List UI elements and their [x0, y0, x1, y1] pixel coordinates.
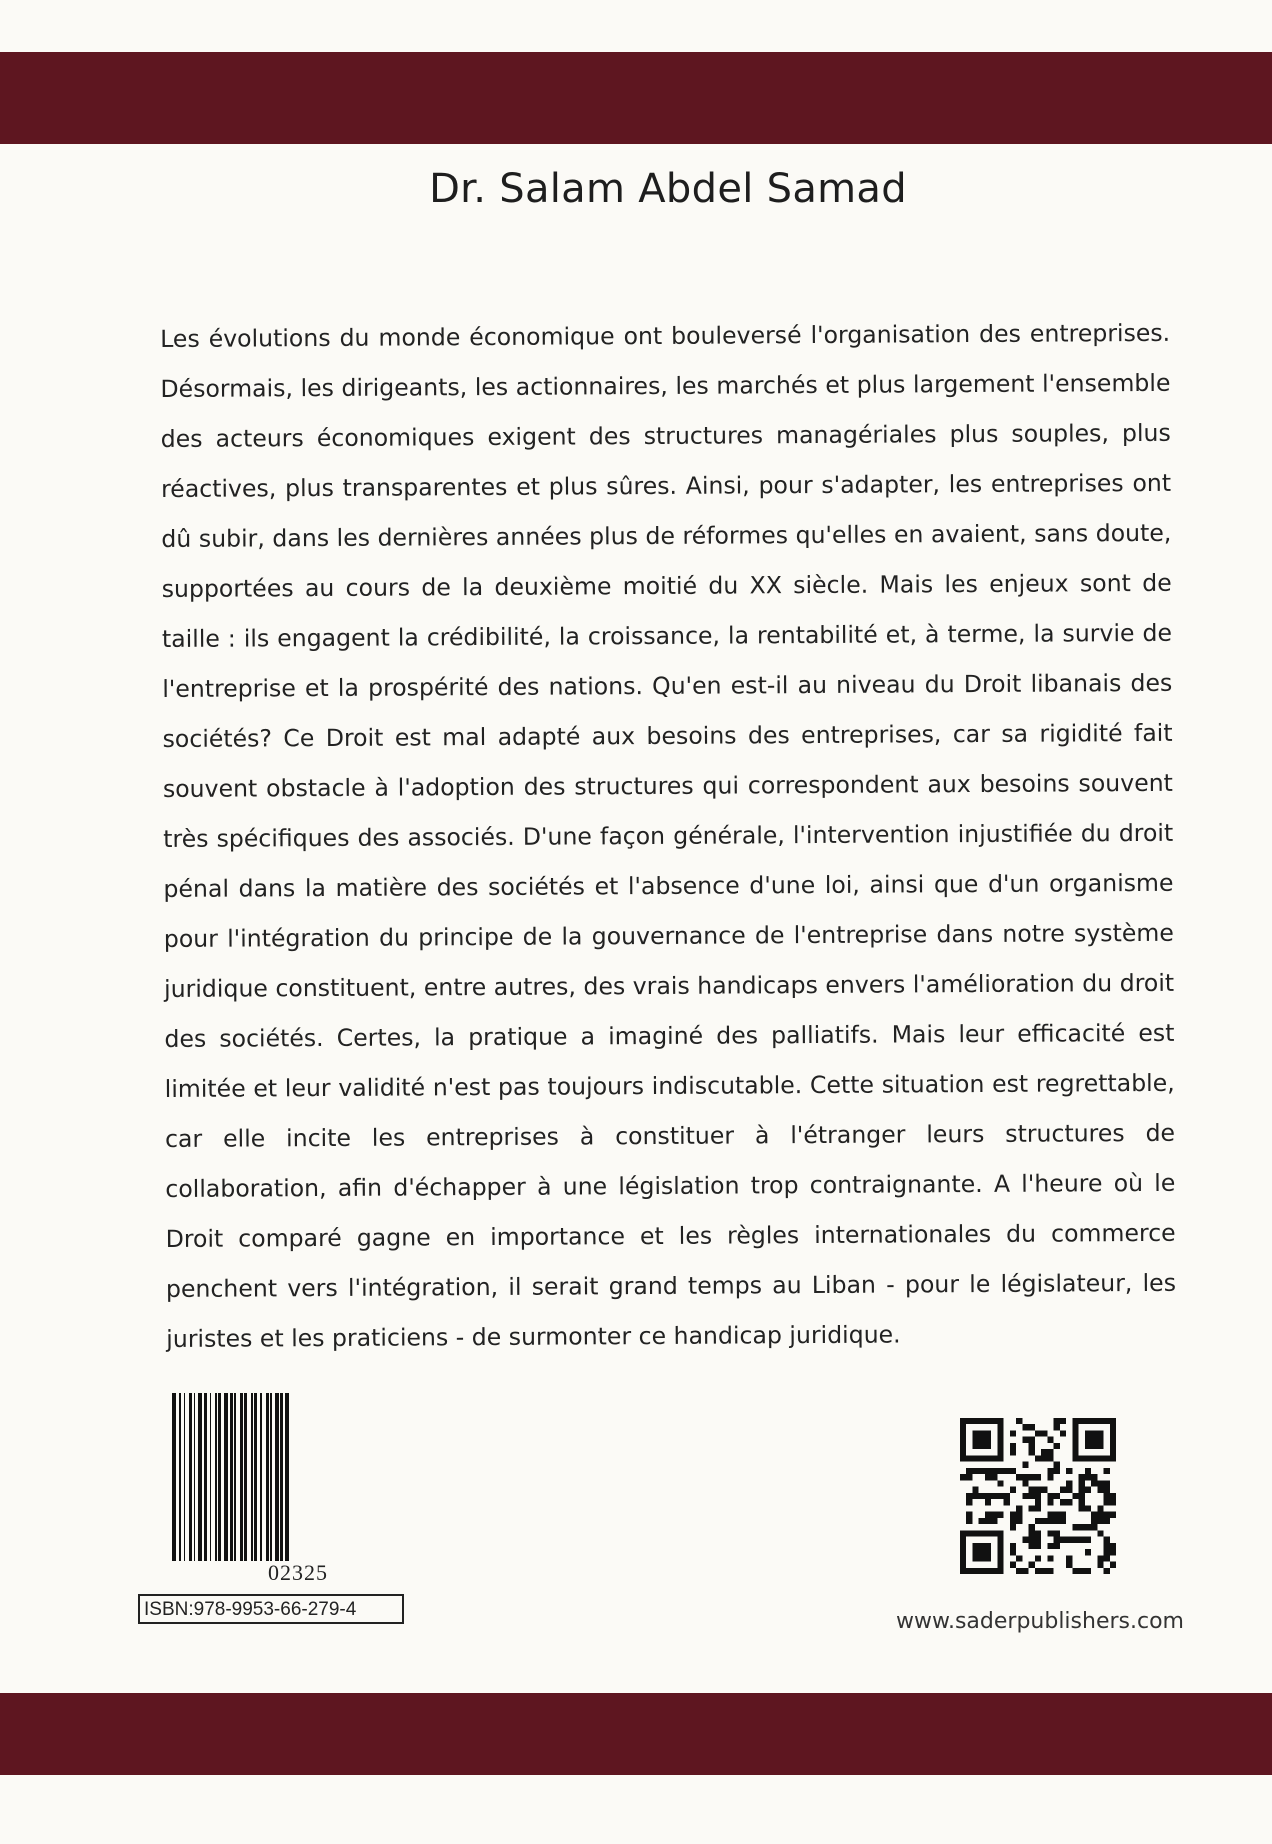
- qr-module: [1060, 1499, 1066, 1505]
- qr-module: [997, 1512, 1003, 1518]
- qr-module: [1029, 1487, 1035, 1493]
- qr-module: [1035, 1530, 1041, 1536]
- qr-module: [1029, 1443, 1035, 1449]
- qr-module: [1097, 1480, 1103, 1486]
- qr-module: [991, 1518, 997, 1524]
- qr-module: [1029, 1474, 1035, 1480]
- qr-module: [1091, 1518, 1097, 1524]
- barcode-digits: 02325: [268, 1560, 328, 1585]
- qr-module: [1022, 1537, 1028, 1543]
- qr-module: [1041, 1455, 1047, 1461]
- qr-module: [991, 1468, 997, 1474]
- qr-module: [1010, 1512, 1016, 1518]
- qr-module: [972, 1468, 978, 1474]
- qr-module: [1010, 1524, 1016, 1530]
- isbn-label: ISBN:978-9953-66-279-4: [138, 1594, 404, 1624]
- qr-module: [1054, 1468, 1060, 1474]
- qr-module: [966, 1518, 972, 1524]
- qr-module: [1079, 1568, 1085, 1574]
- qr-module: [1066, 1480, 1072, 1486]
- qr-module: [1054, 1424, 1060, 1430]
- qr-module: [1041, 1449, 1047, 1455]
- qr-module: [1104, 1499, 1110, 1505]
- qr-module: [1041, 1568, 1047, 1574]
- qr-module: [1029, 1437, 1035, 1443]
- qr-module: [985, 1468, 991, 1474]
- qr-module: [1047, 1493, 1053, 1499]
- qr-module: [1060, 1512, 1066, 1518]
- qr-module: [1060, 1487, 1066, 1493]
- qr-module: [972, 1543, 991, 1562]
- qr-module: [1097, 1530, 1103, 1536]
- qr-module: [1104, 1480, 1110, 1486]
- qr-module: [1029, 1543, 1035, 1549]
- qr-module: [1004, 1493, 1010, 1499]
- qr-module: [1054, 1543, 1060, 1549]
- qr-module: [1029, 1449, 1035, 1455]
- qr-module: [1035, 1568, 1041, 1574]
- qr-module: [1085, 1524, 1091, 1530]
- qr-module: [1035, 1474, 1041, 1480]
- qr-module: [1066, 1487, 1072, 1493]
- qr-module: [1004, 1468, 1010, 1474]
- qr-module: [1047, 1543, 1053, 1549]
- qr-module: [1104, 1487, 1110, 1493]
- publisher-website: www.saderpublishers.com: [896, 1609, 1184, 1634]
- qr-module: [1010, 1562, 1016, 1568]
- qr-module: [960, 1474, 966, 1480]
- qr-module: [1079, 1493, 1085, 1499]
- qr-module: [1085, 1430, 1104, 1449]
- qr-module: [985, 1474, 991, 1480]
- qr-module: [1047, 1499, 1053, 1505]
- qr-module: [1054, 1518, 1060, 1524]
- qr-module: [1110, 1499, 1116, 1505]
- qr-module: [966, 1499, 972, 1505]
- qr-module: [1047, 1474, 1053, 1480]
- qr-module: [1047, 1555, 1053, 1561]
- qr-module: [1085, 1568, 1091, 1574]
- qr-module: [1029, 1537, 1035, 1543]
- qr-module: [1016, 1568, 1022, 1574]
- barcode: [172, 1393, 372, 1561]
- qr-module: [1097, 1562, 1103, 1568]
- qr-module: [1091, 1480, 1097, 1486]
- qr-module: [1054, 1462, 1060, 1468]
- qr-module: [1035, 1537, 1041, 1543]
- qr-module: [1047, 1568, 1053, 1574]
- qr-module: [1054, 1418, 1060, 1424]
- qr-module: [1079, 1480, 1085, 1486]
- qr-module: [1029, 1493, 1035, 1499]
- qr-module: [997, 1468, 1003, 1474]
- qr-module: [1104, 1468, 1110, 1474]
- qr-module: [1079, 1505, 1085, 1511]
- qr-module: [1010, 1430, 1016, 1436]
- qr-module: [1035, 1518, 1041, 1524]
- qr-module: [1010, 1543, 1016, 1549]
- qr-module: [1104, 1537, 1110, 1543]
- qr-module: [1054, 1512, 1060, 1518]
- qr-module: [1085, 1537, 1091, 1543]
- qr-module: [1079, 1474, 1085, 1480]
- qr-module: [1104, 1512, 1110, 1518]
- qr-module: [1035, 1455, 1041, 1461]
- qr-module: [1047, 1530, 1053, 1536]
- qr-module: [972, 1487, 978, 1493]
- qr-module: [966, 1512, 972, 1518]
- qr-module: [1010, 1443, 1016, 1449]
- qr-module: [1022, 1474, 1028, 1480]
- qr-module: [1047, 1437, 1053, 1443]
- author-name: Dr. Salam Abdel Samad: [429, 166, 907, 212]
- qr-module: [1054, 1537, 1060, 1543]
- qr-module: [1047, 1455, 1053, 1461]
- qr-module: [1054, 1530, 1060, 1536]
- qr-module: [979, 1468, 985, 1474]
- qr-module: [1066, 1499, 1072, 1505]
- qr-module: [1029, 1530, 1035, 1536]
- back-cover-blurb: Les évolutions du monde économique ont bouleversé l'organisation des entreprises. Désormais, les dirigeants, les actionnaires, les marchés et plus largement l'ensemble des acteurs économiques exigent des structures managériales plus souples, plus réactives, plus transparentes et plus sûres. Ainsi, pour s'adapter, les entreprises ont dû subir, dans les dernières années plus de réformes qu'elles en avaient, sans doute, supportées au cours de la deuxième moitié du XX siècle. Mais les enjeux sont de taille : ils engagent la crédibilité, la croissance, la rentabilité et, à terme, la survie de l'entreprise et la prospérité des nations. Qu'en est-il au niveau du Droit libanais des sociétés? Ce Droit est mal adapté aux besoins des entreprises, car sa rigidité fait souvent obstacle à l'adoption des structures qui correspondent aux besoins souvent très spécifiques des associés. D'une façon générale, l'intervention injustifiée du droit pénal dans la matière des sociétés et l'absence d'une loi, ainsi que d'un organisme pour l'intégration du principe de la gouvernance de l'entreprise dans notre système juridique constituent, entre autres, des vrais handicaps envers l'amélioration du droit des sociétés. Certes, la pratique a imaginé des palliatifs. Mais leur efficacité est limitée et leur validité n'est pas toujours indiscutable. Cette situation est regrettable, car elle incite les entreprises à constituer à l'étranger leurs structures de collaboration, afin d'échapper à une législation trop contraignante. A l'heure où le Droit comparé gagne en importance et les règles internationales du commerce penchent vers l'intégration, il serait grand temps au Liban - pour le législateur, les juristes et les praticiens - de surmonter ce handicap juridique.: [160, 318, 1177, 1353]
- qr-module: [1035, 1543, 1041, 1549]
- qr-module: [1066, 1468, 1072, 1474]
- qr-module: [1029, 1505, 1035, 1511]
- qr-module: [1097, 1555, 1103, 1561]
- qr-module: [1029, 1524, 1035, 1530]
- qr-module: [1060, 1537, 1066, 1543]
- qr-module: [985, 1518, 991, 1524]
- qr-module: [1022, 1462, 1028, 1468]
- qr-module: [966, 1493, 972, 1499]
- qr-module: [985, 1499, 991, 1505]
- qr-module: [1010, 1549, 1016, 1555]
- qr-module: [1072, 1524, 1078, 1530]
- qr-module: [1085, 1549, 1091, 1555]
- qr-module: [1010, 1449, 1016, 1455]
- qr-module: [997, 1480, 1003, 1486]
- qr-module: [1060, 1430, 1066, 1436]
- qr-module: [1016, 1518, 1022, 1524]
- qr-module: [1060, 1518, 1066, 1524]
- qr-module: [1047, 1468, 1053, 1474]
- qr-module: [1091, 1474, 1097, 1480]
- qr-module: [1066, 1537, 1072, 1543]
- qr-module: [1085, 1505, 1091, 1511]
- qr-module: [1072, 1493, 1078, 1499]
- qr-code: [960, 1418, 1116, 1574]
- qr-module: [1022, 1424, 1028, 1430]
- qr-module: [1085, 1474, 1091, 1480]
- qr-module: [1029, 1424, 1035, 1430]
- qr-module: [1010, 1518, 1016, 1524]
- top-maroon-band: [0, 52, 1272, 144]
- qr-module: [1072, 1568, 1078, 1574]
- qr-module: [1097, 1518, 1103, 1524]
- qr-module: [1104, 1518, 1110, 1524]
- barcode-bar: [289, 1393, 292, 1561]
- qr-module: [979, 1518, 985, 1524]
- qr-module: [1016, 1555, 1022, 1561]
- qr-module: [1022, 1568, 1028, 1574]
- qr-module: [979, 1493, 985, 1499]
- qr-module: [1010, 1487, 1016, 1493]
- qr-module: [1104, 1555, 1110, 1561]
- qr-module: [1091, 1524, 1097, 1530]
- qr-module: [1035, 1499, 1041, 1505]
- qr-module: [1072, 1537, 1078, 1543]
- qr-module: [1022, 1437, 1028, 1443]
- qr-module: [991, 1474, 997, 1480]
- qr-module: [1085, 1468, 1091, 1474]
- qr-module: [1104, 1549, 1110, 1555]
- qr-module: [1066, 1562, 1072, 1568]
- qr-module: [1054, 1493, 1060, 1499]
- qr-module: [1097, 1512, 1103, 1518]
- qr-module: [1079, 1524, 1085, 1530]
- qr-module: [1047, 1512, 1053, 1518]
- qr-module: [1022, 1480, 1028, 1486]
- qr-module: [1010, 1468, 1016, 1474]
- qr-module: [1110, 1543, 1116, 1549]
- qr-module: [1079, 1537, 1085, 1543]
- qr-module: [1029, 1562, 1035, 1568]
- qr-module: [1016, 1474, 1022, 1480]
- qr-module: [1104, 1568, 1110, 1574]
- qr-module: [1085, 1487, 1091, 1493]
- qr-module: [1110, 1549, 1116, 1555]
- qr-module: [1110, 1493, 1116, 1499]
- qr-module: [985, 1512, 991, 1518]
- qr-module: [1016, 1512, 1022, 1518]
- qr-module: [1079, 1499, 1085, 1505]
- qr-module: [1104, 1493, 1110, 1499]
- qr-module: [1035, 1555, 1041, 1561]
- qr-module: [1041, 1430, 1047, 1436]
- qr-module: [1054, 1443, 1060, 1449]
- qr-module: [1066, 1555, 1072, 1561]
- qr-module: [1041, 1487, 1047, 1493]
- qr-module: [1047, 1449, 1053, 1455]
- qr-module: [966, 1474, 972, 1480]
- qr-module: [985, 1493, 991, 1499]
- qr-module: [972, 1493, 978, 1499]
- qr-module: [966, 1468, 972, 1474]
- qr-module: [1079, 1487, 1085, 1493]
- qr-module: [1035, 1430, 1041, 1436]
- qr-module: [1016, 1418, 1022, 1424]
- qr-module: [991, 1512, 997, 1518]
- qr-module: [1035, 1487, 1041, 1493]
- qr-module: [1022, 1493, 1028, 1499]
- qr-module: [1110, 1512, 1116, 1518]
- qr-module: [972, 1430, 991, 1449]
- qr-module: [1004, 1499, 1010, 1505]
- qr-module: [1035, 1505, 1041, 1511]
- qr-module: [1060, 1418, 1066, 1424]
- bottom-maroon-band: [0, 1693, 1272, 1775]
- qr-module: [1035, 1493, 1041, 1499]
- qr-module: [997, 1493, 1003, 1499]
- qr-module: [1091, 1512, 1097, 1518]
- qr-module: [1041, 1518, 1047, 1524]
- qr-module: [1047, 1518, 1053, 1524]
- qr-module: [1016, 1505, 1022, 1511]
- qr-module: [1097, 1505, 1103, 1511]
- qr-module: [1097, 1487, 1103, 1493]
- qr-module: [991, 1493, 997, 1499]
- qr-module: [1104, 1543, 1110, 1549]
- qr-module: [1110, 1562, 1116, 1568]
